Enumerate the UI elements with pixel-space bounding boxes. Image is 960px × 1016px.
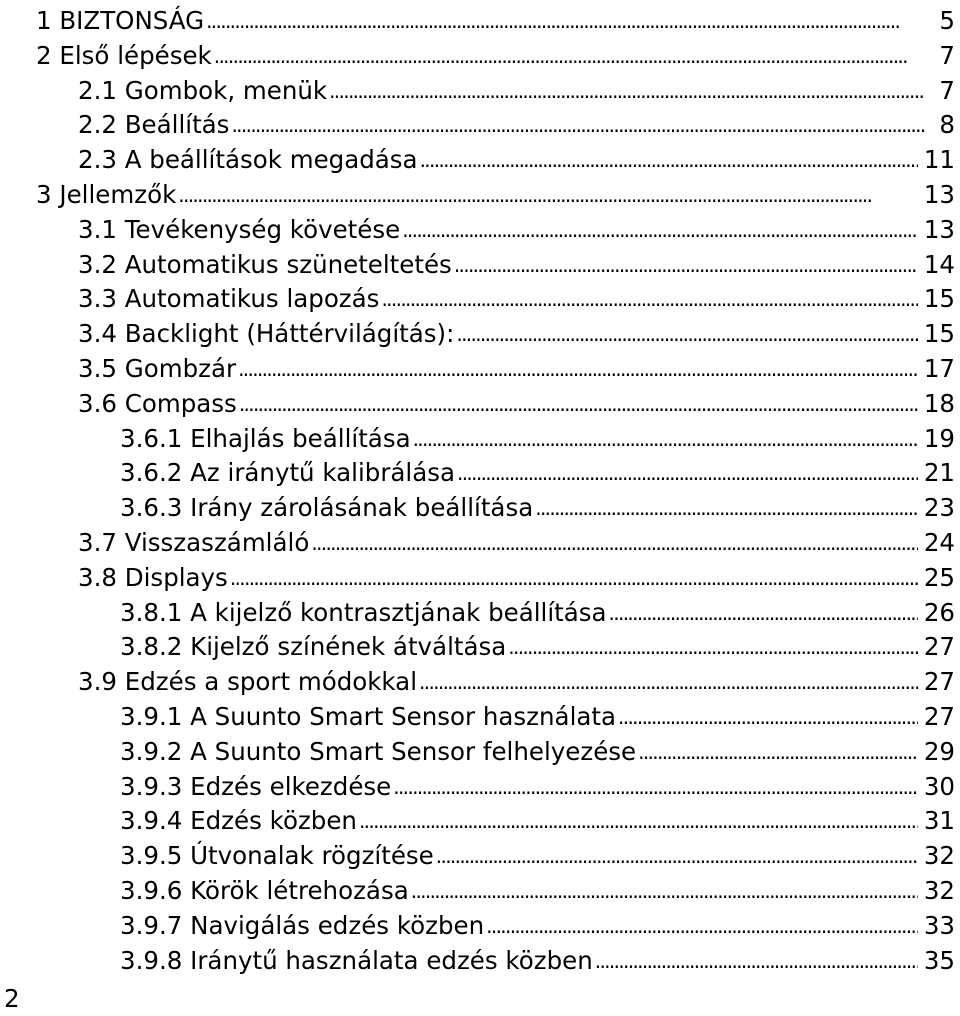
toc-entry[interactable] <box>120 942 955 976</box>
toc-leader-dots <box>214 41 925 71</box>
toc-leader-dots <box>535 493 918 523</box>
toc-entry-page: 5 <box>939 6 955 35</box>
toc-entry[interactable] <box>78 559 955 593</box>
toc-leader-dots <box>178 180 918 210</box>
toc-entry-page: 15 <box>923 284 955 314</box>
toc-entry-label: 3.4 Backlight (Háttérvilágítás): <box>78 319 455 349</box>
toc-leader-dots <box>411 876 918 906</box>
toc-entry-label: 3.8.2 Kijelző színének átváltása <box>120 632 507 662</box>
toc-leader-dots <box>239 389 918 419</box>
toc-entry-page: 21 <box>923 458 955 488</box>
toc-entry[interactable] <box>78 141 955 175</box>
toc-entry-page: 32 <box>923 841 955 871</box>
toc-entry-label: 3.2 Automatikus szüneteltetés <box>78 249 452 279</box>
toc-entry-page: 33 <box>923 910 955 940</box>
toc-entry[interactable] <box>78 385 955 419</box>
toc-entry-label: 3.9.6 Körök létrehozása <box>120 876 409 905</box>
toc-entry-page: 30 <box>923 771 955 801</box>
toc-entry[interactable] <box>120 872 955 906</box>
toc-entry-page: 27 <box>923 702 955 731</box>
toc-entry-label: 3.9.7 Navigálás edzés közben <box>120 910 485 940</box>
toc-entry[interactable] <box>120 802 955 836</box>
toc-leader-dots <box>420 145 918 175</box>
toc-entry-page: 7 <box>939 75 955 105</box>
toc-entry-label: 3.8 Displays <box>78 562 228 592</box>
toc-entry[interactable] <box>120 594 955 628</box>
toc-entry-label: 3.7 Visszaszámláló <box>78 528 310 557</box>
toc-entry-label: 3.8.1 A kijelző kontrasztjának beállítása <box>120 597 607 627</box>
toc-leader-dots <box>419 667 918 697</box>
toc-entry[interactable] <box>78 211 955 245</box>
toc-leader-dots <box>595 946 918 976</box>
toc-leader-dots <box>311 528 918 558</box>
toc-entry[interactable] <box>36 37 955 71</box>
toc-entry-page: 11 <box>923 145 955 175</box>
toc-entry-page: 23 <box>923 493 955 523</box>
toc-entry-label: 3.1 Tevékenység követése <box>78 214 401 244</box>
toc-entry-label: 2.2 Beállítás <box>78 110 230 140</box>
toc-entry[interactable] <box>36 2 955 36</box>
toc-entry-label: 3.9 Edzés a sport módokkal <box>78 667 418 697</box>
toc-leader-dots <box>508 632 918 662</box>
toc-entry[interactable] <box>36 176 955 210</box>
toc-leader-dots <box>638 737 918 767</box>
toc-entry-label: 3.9.8 Iránytű használata edzés közben <box>120 945 593 975</box>
toc-entry[interactable] <box>120 420 955 454</box>
toc-entry-page: 7 <box>939 40 955 70</box>
toc-entry-label: 3.6 Compass <box>78 388 237 418</box>
toc-leader-dots <box>231 110 925 140</box>
toc-leader-dots <box>206 6 925 36</box>
toc-leader-dots <box>436 841 918 871</box>
toc-entry[interactable] <box>120 907 955 941</box>
toc-leader-dots <box>238 354 918 384</box>
toc-entry[interactable] <box>78 524 955 558</box>
toc-entry[interactable] <box>120 489 955 523</box>
toc-entry-page: 29 <box>923 736 955 766</box>
toc-entry-page: 18 <box>923 388 955 418</box>
toc-entry-page: 35 <box>923 945 955 975</box>
toc-entry-label: 3.9.1 A Suunto Smart Sensor használata <box>120 702 617 731</box>
toc-leader-dots <box>456 319 917 349</box>
toc-entry-page: 26 <box>923 597 955 627</box>
toc-entry[interactable] <box>120 698 955 732</box>
toc-entry-label: 1 BIZTONSÁG <box>36 6 205 35</box>
page-number: 2 <box>4 984 20 1013</box>
toc-leader-dots <box>381 284 917 314</box>
toc-leader-dots <box>230 563 918 593</box>
toc-entry-page: 19 <box>923 423 955 453</box>
toc-entry-page: 24 <box>923 528 955 557</box>
toc-entry[interactable] <box>78 350 955 384</box>
toc-entry-page: 13 <box>923 214 955 244</box>
toc-entry-label: 2.3 A beállítások megadása <box>78 145 418 175</box>
toc-entry-label: 3.6.3 Irány zárolásának beállítása <box>120 493 534 523</box>
toc-leader-dots <box>457 458 918 488</box>
toc-entry[interactable] <box>78 280 955 314</box>
toc-leader-dots <box>618 702 918 732</box>
toc-entry-page: 27 <box>923 632 955 662</box>
toc-entry-page: 15 <box>923 319 955 349</box>
toc-leader-dots <box>454 250 918 280</box>
toc-entry[interactable] <box>120 454 955 488</box>
toc-entry-page: 32 <box>923 876 955 905</box>
toc-entry-page: 8 <box>939 110 955 140</box>
toc-entry[interactable] <box>120 628 955 662</box>
toc-entry-label: 3 Jellemzők <box>36 180 177 209</box>
toc-entry[interactable] <box>78 315 955 349</box>
toc-entry-label: 3.3 Automatikus lapozás <box>78 284 380 314</box>
toc-leader-dots <box>486 911 918 941</box>
toc-leader-dots <box>413 424 918 454</box>
toc-entry[interactable] <box>78 72 955 106</box>
toc-leader-dots <box>393 772 918 802</box>
toc-entry-label: 3.6.2 Az iránytű kalibrálása <box>120 458 455 488</box>
toc-leader-dots <box>402 215 918 245</box>
toc-entry-page: 27 <box>923 667 955 697</box>
toc-leader-dots <box>359 806 918 836</box>
toc-entry-label: 3.9.2 A Suunto Smart Sensor felhelyezése <box>120 736 637 766</box>
toc-entry-page: 13 <box>923 180 955 209</box>
toc-leader-dots <box>609 598 918 628</box>
toc-entry[interactable] <box>78 246 955 280</box>
toc-entry-page: 17 <box>923 354 955 383</box>
toc-entry-label: 3.9.4 Edzés közben <box>120 806 357 836</box>
toc-entry[interactable] <box>78 106 955 140</box>
toc-entry[interactable] <box>120 837 955 871</box>
toc-leader-dots <box>329 76 925 106</box>
toc-entry[interactable] <box>120 768 955 802</box>
toc-entry-page: 14 <box>923 249 955 279</box>
toc-entry-page: 25 <box>923 562 955 592</box>
toc-entry-label: 3.9.3 Edzés elkezdése <box>120 771 392 801</box>
toc-entry-label: 2.1 Gombok, menük <box>78 75 328 105</box>
toc-entry-label: 3.9.5 Útvonalak rögzítése <box>120 841 434 871</box>
toc-entry-page: 31 <box>923 806 955 836</box>
toc-entry[interactable] <box>78 663 955 697</box>
toc-entry-label: 2 Első lépések <box>36 40 212 70</box>
toc-entry[interactable] <box>120 733 955 767</box>
toc-entry-label: 3.6.1 Elhajlás beállítása <box>120 423 411 453</box>
toc-entry-label: 3.5 Gombzár <box>78 354 237 383</box>
